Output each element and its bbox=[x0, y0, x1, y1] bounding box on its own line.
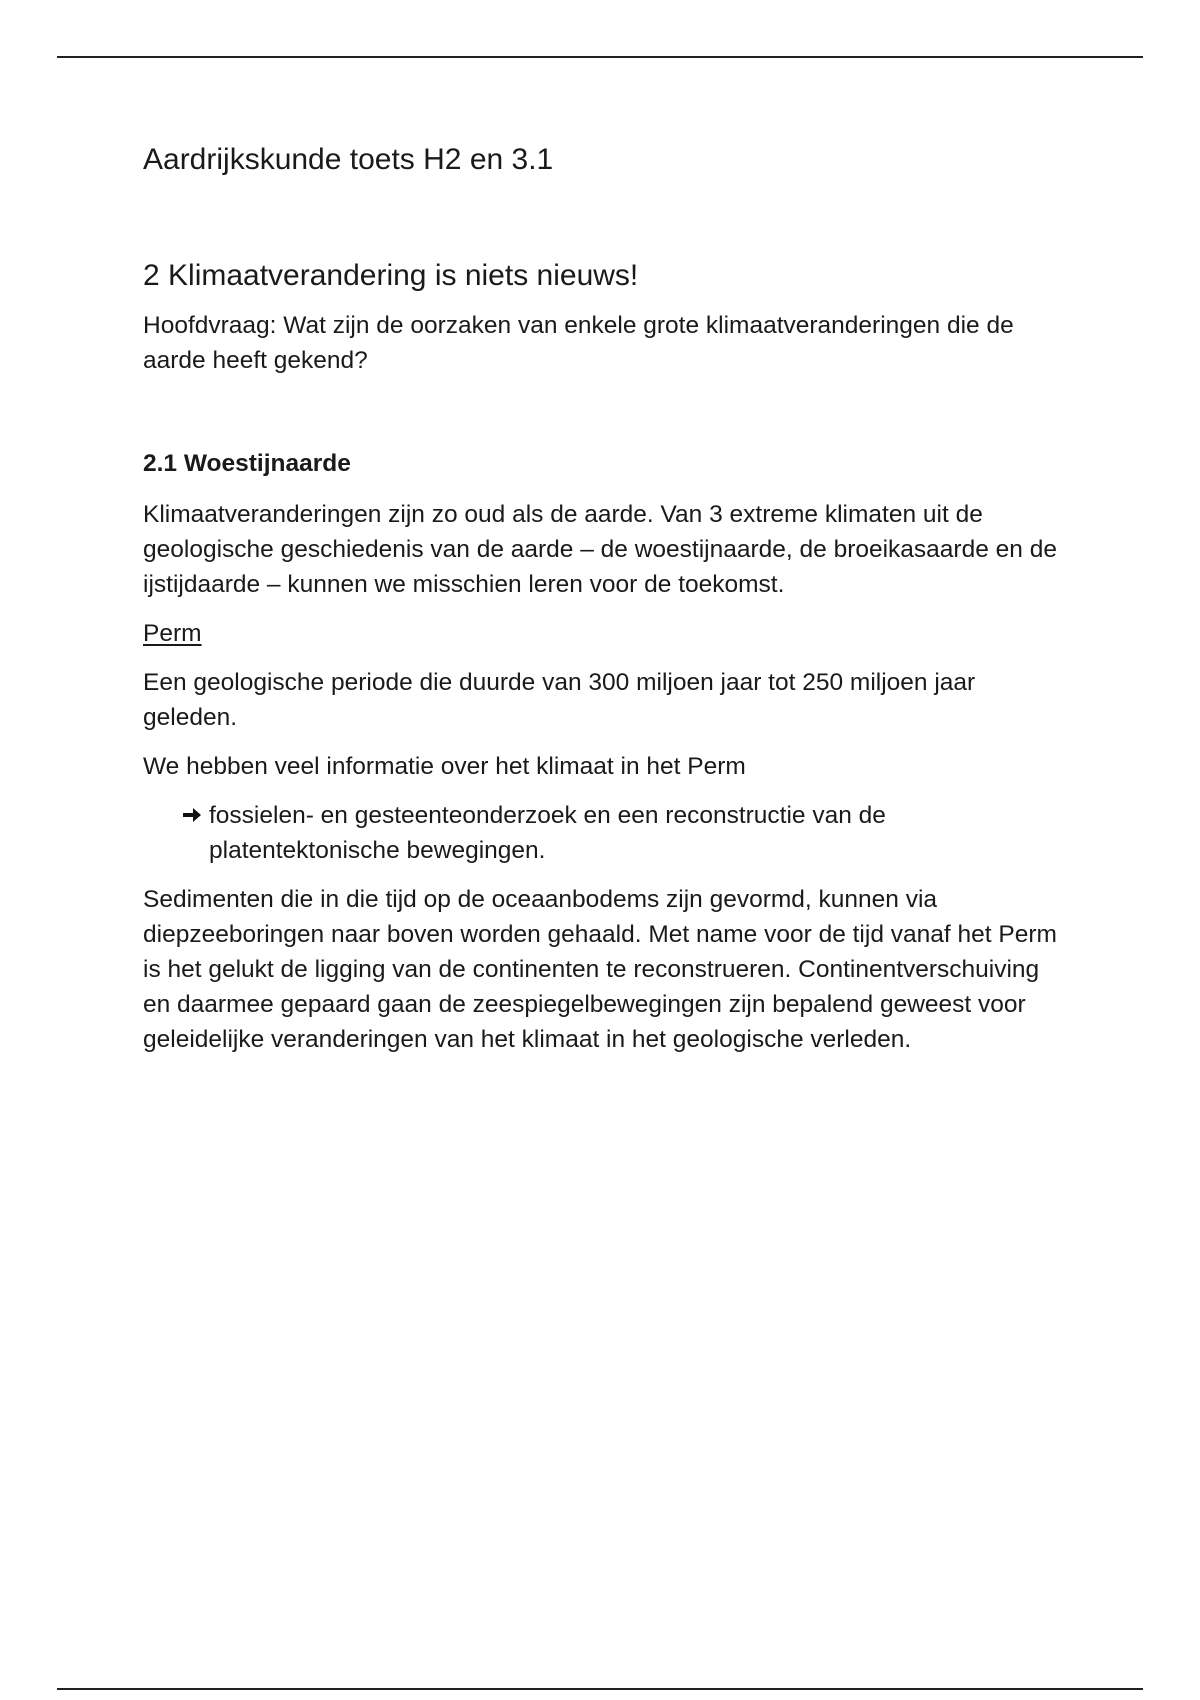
sediments-paragraph: Sedimenten die in die tijd op de oceaanbodems zijn gevormd, kunnen via diepzeeboringen naar boven worden gehaald. Met name voor de tijd vanaf het Perm is het gelukt de ligging van de continenten te reconstrueren. Continentverschuiving en daarmee gepaard gaan de zeespiegelbewegingen zijn bepalend geweest voor geleidelijke veranderingen van het klimaat in het geologische verleden. bbox=[143, 886, 1057, 1053]
section-intro: Klimaatveranderingen zijn zo oud als de aarde. Van 3 extreme klimaten uit de geologische geschiedenis van de aarde – de woestijnaarde, de broeikasaarde en de ijstijdaarde – kunnen we misschien leren voor de toekomst. bbox=[143, 501, 1057, 598]
section-title: 2.1 Woestijnaarde bbox=[143, 450, 351, 477]
top-divider bbox=[57, 56, 1143, 58]
chapter-title: 2 Klimaatverandering is niets nieuws! bbox=[143, 259, 639, 292]
perm-definition: Een geologische periode die duurde van 300 miljoen jaar tot 250 miljoen jaar geleden. bbox=[143, 669, 976, 731]
document-body bbox=[143, 140, 1063, 1057]
info-line: We hebben veel informatie over het klimaat in het Perm bbox=[143, 753, 746, 780]
bullet-item bbox=[143, 798, 1063, 868]
main-question: Hoofdvraag: Wat zijn de oorzaken van enkele grote klimaatveranderingen die de aarde heeft gekend? bbox=[143, 312, 1014, 374]
bottom-divider bbox=[57, 1688, 1143, 1690]
perm-label: Perm bbox=[143, 620, 202, 647]
bullet-text: fossielen- en gesteenteonderzoek en een reconstructie van de platentektonische bewegingen. bbox=[209, 802, 886, 864]
document-title: Aardrijkskunde toets H2 en 3.1 bbox=[143, 143, 554, 176]
